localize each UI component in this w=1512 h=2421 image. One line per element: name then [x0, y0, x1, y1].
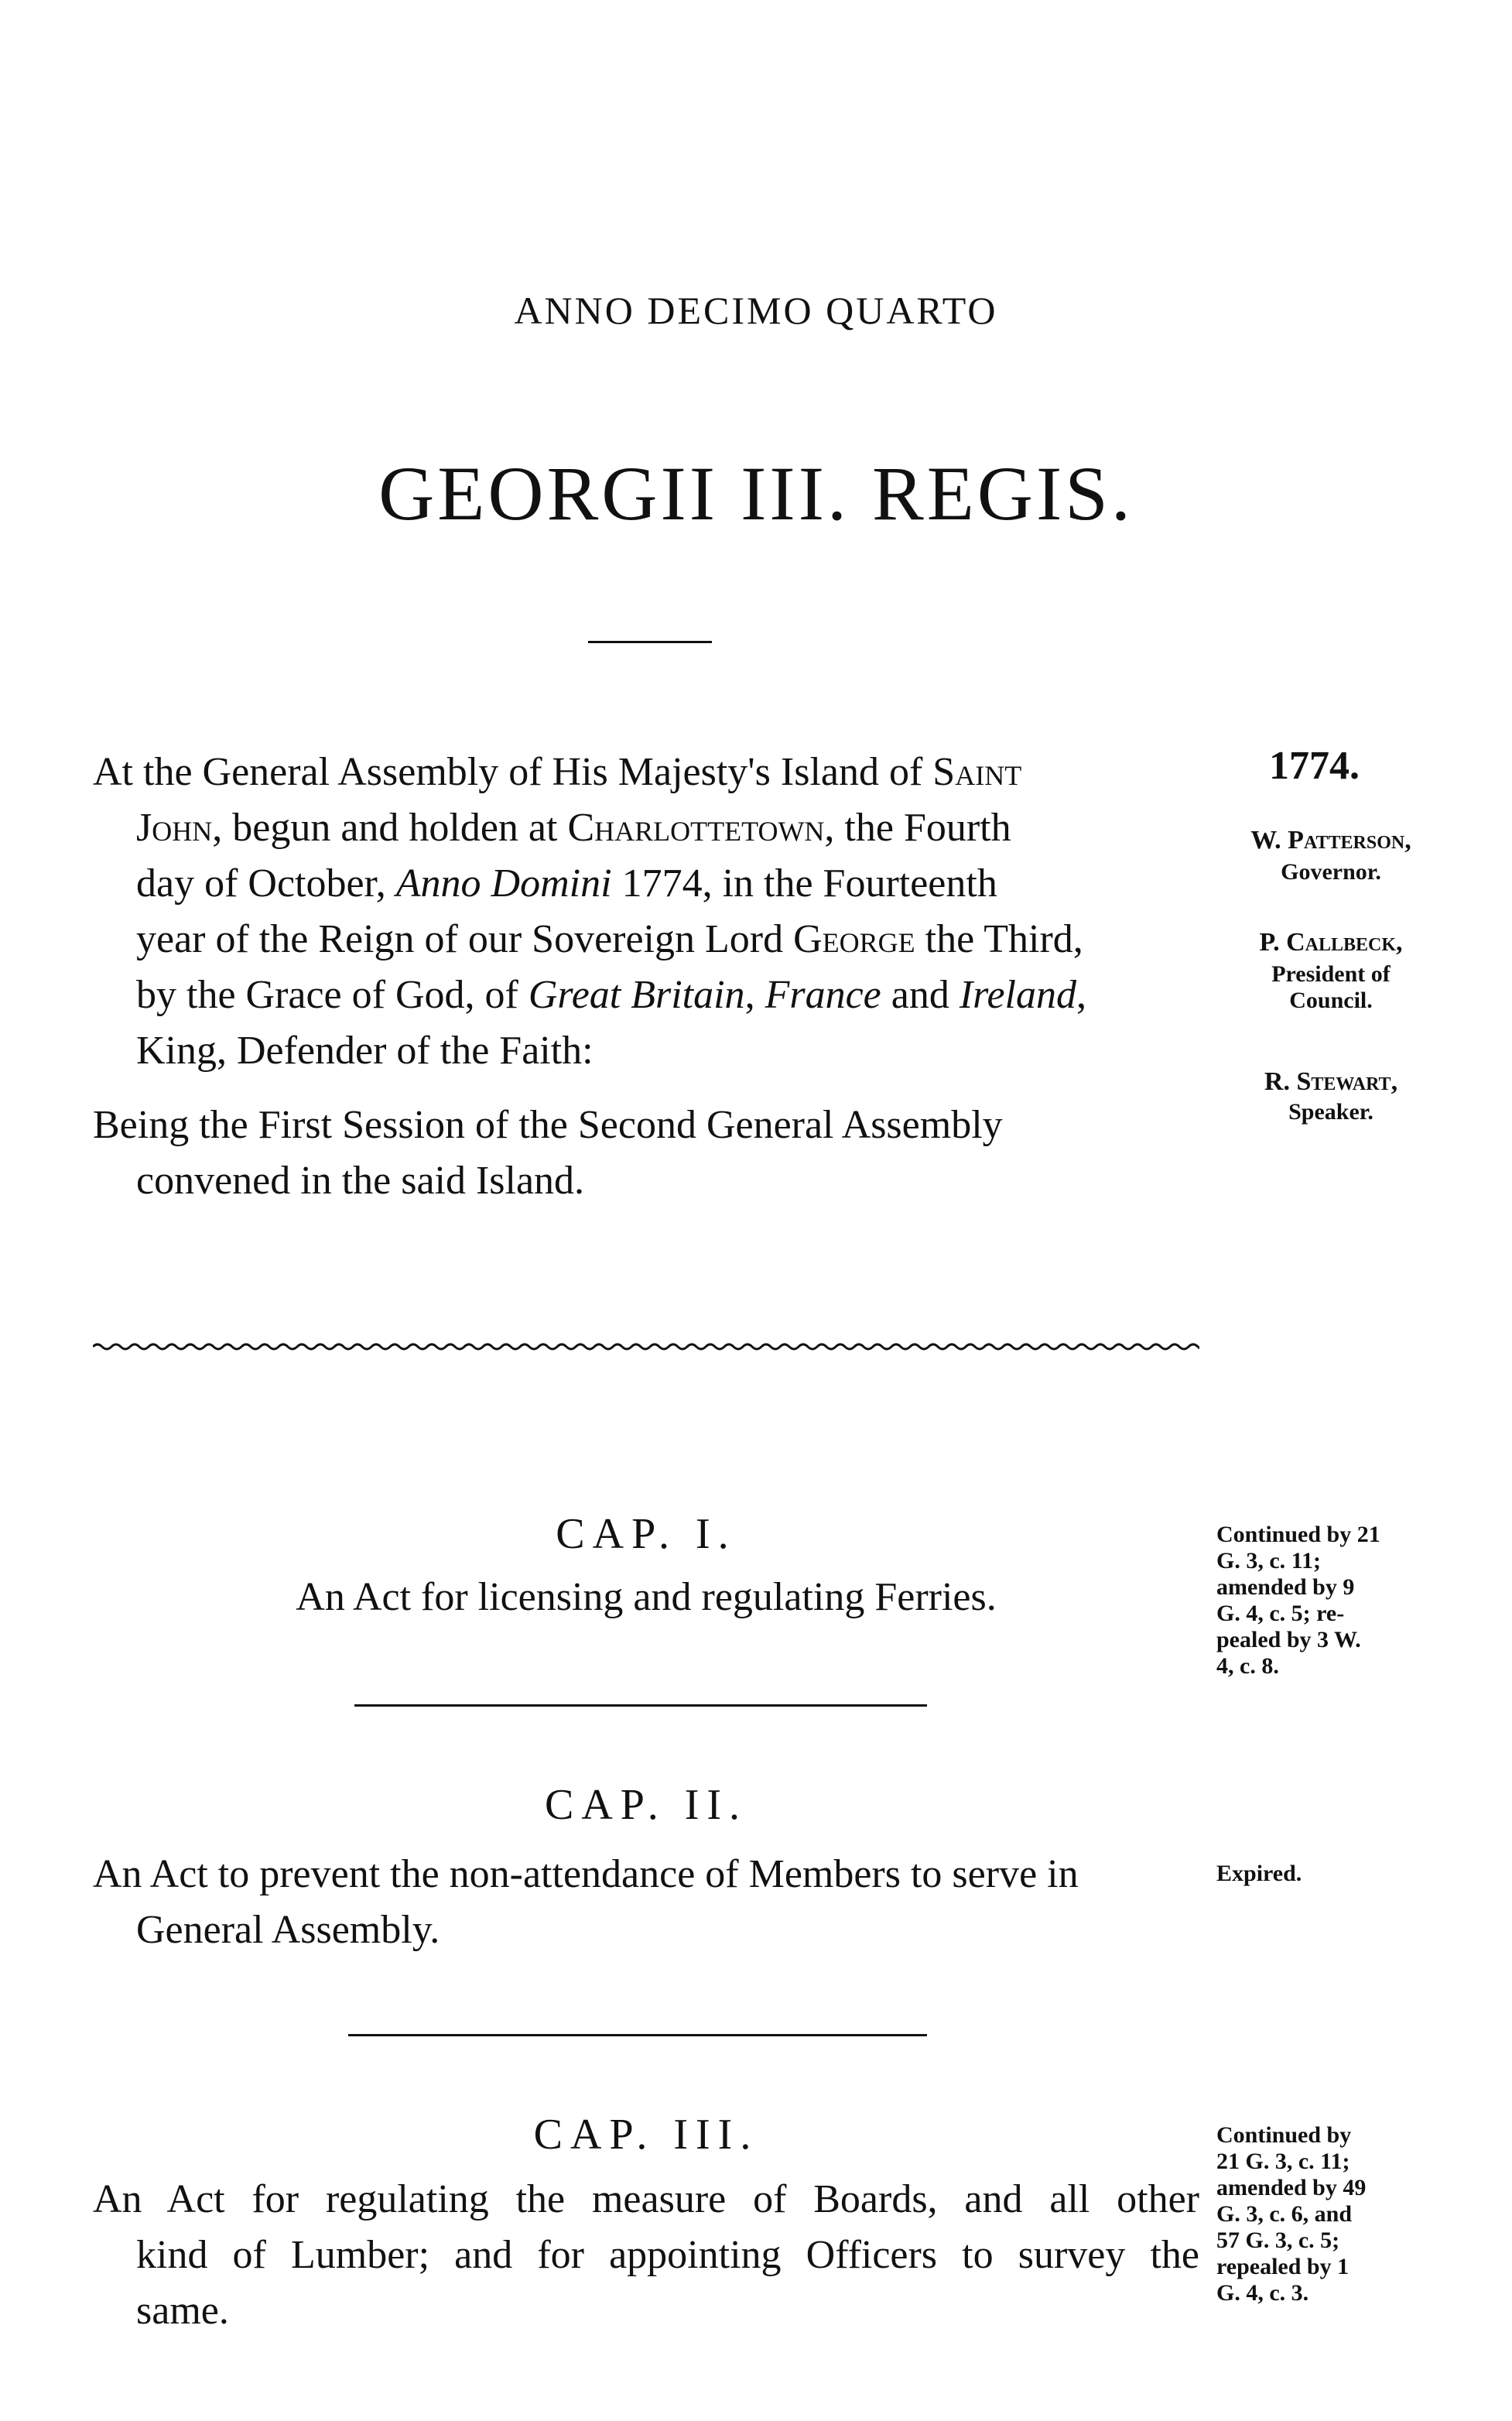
- intro-line-5: by the Grace of God, of Great Britain, France and Ireland,: [136, 973, 1086, 1017]
- cap-2-heading: CAP. II.: [544, 1781, 748, 1829]
- cap-3-note-line-7: G. 4, c. 3.: [1216, 2280, 1309, 2306]
- cap-3-line-1: An Act for regulating the measure of Boards, and all other: [93, 2177, 1199, 2221]
- cap-2-note: [1216, 1861, 1449, 1887]
- cap-3-note-line-4: G. 3, c. 6, and: [1216, 2201, 1353, 2227]
- cap-1-rule: [354, 1704, 927, 1707]
- intro-line-6: King, Defender of the Faith:: [136, 1029, 594, 1073]
- cap-2-line-2: General Assembly.: [136, 1908, 440, 1952]
- cap-1-text: [93, 1570, 1199, 1625]
- cap-1-note-line-3: amended by 9: [1216, 1574, 1355, 1600]
- margin-president-title-2: Council.: [1289, 988, 1373, 1013]
- margin-president-name: P. Callbeck,: [1259, 928, 1403, 957]
- intro-line-2: John, begun and holden at Charlottetown, the Fourth: [136, 806, 1011, 850]
- wavy-separator: [93, 1337, 1199, 1356]
- margin-speaker-name: R. Stewart,: [1264, 1067, 1398, 1096]
- cap-1-note: [1216, 1522, 1449, 1680]
- cap-3-note-line-5: 57 G. 3, c. 5;: [1216, 2228, 1340, 2253]
- cap-1-note-line-1: Continued by 21: [1216, 1522, 1380, 1547]
- cap-3-text: [93, 2172, 1199, 2339]
- intro-line-1: At the General Assembly of His Majesty's Island of Saint: [93, 750, 1022, 794]
- cap-3-line-2: kind of Lumber; and for appointing Officers to survey the: [136, 2233, 1199, 2277]
- margin-governor-title: Governor.: [1281, 859, 1381, 885]
- cap-2-text: [93, 1847, 1199, 1958]
- margin-year: 1774.: [1269, 744, 1360, 788]
- cap-3-note-line-6: repealed by 1: [1216, 2254, 1350, 2279]
- cap-3-note-line-2: 21 G. 3, c. 11;: [1216, 2149, 1350, 2174]
- margin-speaker-title: Speaker.: [1288, 1099, 1373, 1125]
- cap-3-line-3: same.: [136, 2289, 229, 2333]
- cap-2-rule: [348, 2034, 927, 2036]
- intro-line-8: convened in the said Island.: [136, 1159, 585, 1203]
- cap-1-heading: CAP. I.: [556, 1510, 737, 1558]
- cap-2-line-1: An Act to prevent the non-attendance of Members to serve in: [93, 1852, 1079, 1896]
- margin-governor-name: W. Patterson,: [1250, 826, 1411, 854]
- session-intro: [93, 745, 1196, 1209]
- running-title: ANNO DECIMO QUARTO: [514, 289, 998, 332]
- title-rule: [588, 641, 712, 643]
- cap-2-note-line-1: Expired.: [1216, 1861, 1302, 1886]
- cap-3-note-line-1: Continued by: [1216, 2122, 1352, 2148]
- cap-1-line-1: An Act for licensing and regulating Ferries.: [296, 1575, 997, 1619]
- cap-1-note-line-4: G. 4, c. 5; re-: [1216, 1601, 1345, 1626]
- intro-line-4: year of the Reign of our Sovereign Lord George the Third,: [136, 917, 1083, 961]
- page-title: GEORGII III. REGIS.: [378, 450, 1134, 536]
- intro-line-7: Being the First Session of the Second General Assembly: [93, 1103, 1003, 1147]
- cap-3-note-line-3: amended by 49: [1216, 2175, 1367, 2200]
- cap-1-note-line-2: G. 3, c. 11;: [1216, 1548, 1321, 1573]
- cap-3-heading: CAP. III.: [533, 2111, 759, 2159]
- cap-1-note-line-6: 4, c. 8.: [1216, 1653, 1279, 1679]
- intro-line-3: day of October, Anno Domini 1774, in the Fourteenth: [136, 861, 997, 906]
- margin-president-title-1: President of: [1271, 961, 1391, 987]
- cap-1-note-line-5: pealed by 3 W.: [1216, 1627, 1361, 1652]
- cap-3-note: [1216, 2122, 1449, 2306]
